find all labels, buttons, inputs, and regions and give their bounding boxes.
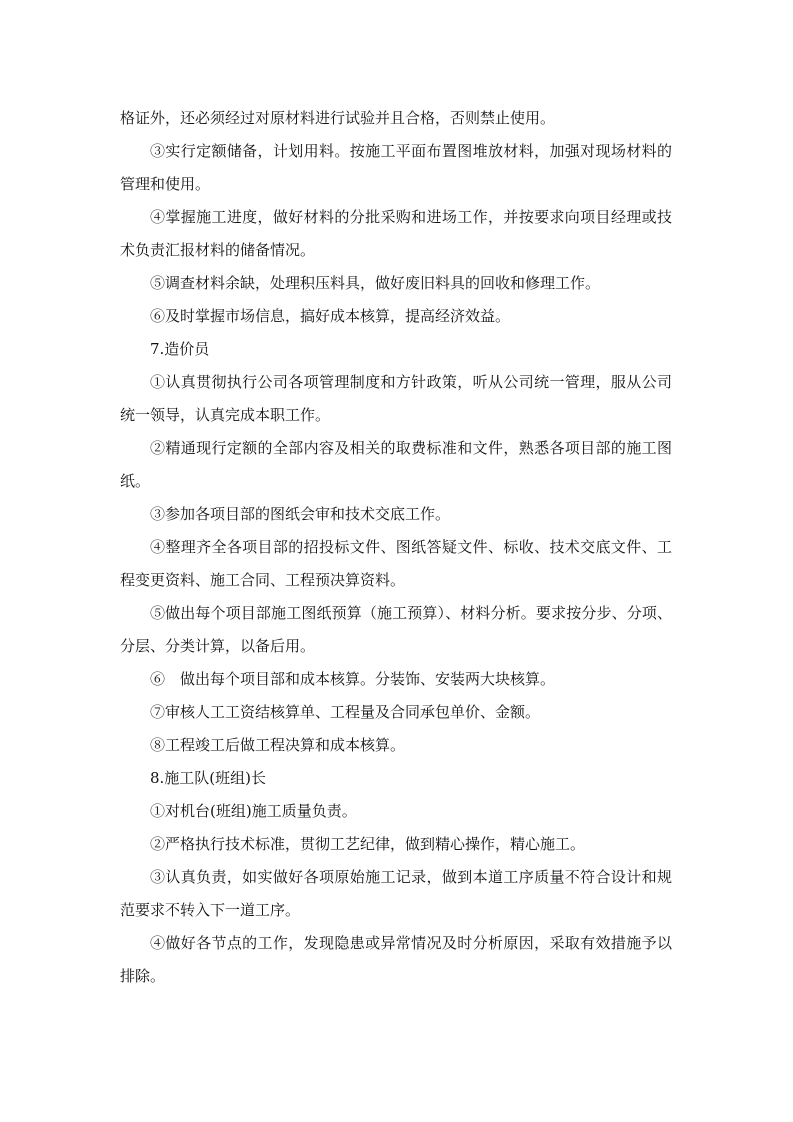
paragraph-item: ③认真负责，如实做好各项原始施工记录，做到本道工序质量不符合设计和规范要求不转入下一道工序。 bbox=[120, 868, 672, 919]
paragraph-item: ⑥ 做出每个项目部和成本核算。分装饰、安装两大块核算。 bbox=[150, 670, 556, 688]
paragraph-item: ②严格执行技术标准，贯彻工艺纪律，做到精心操作，精心施工。 bbox=[150, 835, 586, 853]
paragraph-item: ①对机台(班组)施工质量负责。 bbox=[150, 802, 357, 820]
document-body bbox=[120, 102, 672, 993]
paragraph-item: ③实行定额储备，计划用料。按施工平面布置图堆放材料，加强对现场材料的管理和使用。 bbox=[120, 142, 672, 193]
section-heading: 8.施工队(班组)长 bbox=[150, 769, 267, 787]
paragraph-item: ④做好各节点的工作，发现隐患或异常情况及时分析原因，采取有效措施予以排除。 bbox=[120, 934, 672, 985]
paragraph-item: ⑤调查材料余缺，处理积压料具，做好废旧料具的回收和修理工作。 bbox=[150, 274, 601, 292]
paragraph-item: ③参加各项目部的图纸会审和技术交底工作。 bbox=[150, 505, 451, 523]
paragraph-item: ④整理齐全各项目部的招投标文件、图纸答疑文件、标收、技术交底文件、工程变更资料、施工合同、工程预决算资料。 bbox=[120, 538, 672, 589]
paragraph-item: ⑧工程竣工后做工程决算和成本核算。 bbox=[150, 736, 406, 754]
paragraph-item: ⑦审核人工工资结核算单、工程量及合同承包单价、金额。 bbox=[150, 703, 541, 721]
section-heading: 7.造价员 bbox=[150, 340, 210, 358]
paragraph-item: ⑤做出每个项目部施工图纸预算（施工预算）、材料分析。要求按分步、分项、分层、分类计算，以备后用。 bbox=[120, 604, 672, 655]
paragraph-item: ④掌握施工进度，做好材料的分批采购和进场工作，并按要求向项目经理或技术负责汇报材料的储备情况。 bbox=[120, 208, 672, 259]
paragraph-item: ②精通现行定额的全部内容及相关的取费标准和文件，熟悉各项目部的施工图纸。 bbox=[120, 439, 672, 490]
paragraph-continuation: 格证外，还必须经过对原材料进行试验并且合格，否则禁止使用。 bbox=[120, 109, 556, 127]
paragraph-item: ①认真贯彻执行公司各项管理制度和方针政策，听从公司统一管理，服从公司统一领导，认真完成本职工作。 bbox=[120, 373, 672, 424]
paragraph-item: ⑥及时掌握市场信息，搞好成本核算，提高经济效益。 bbox=[150, 307, 511, 325]
